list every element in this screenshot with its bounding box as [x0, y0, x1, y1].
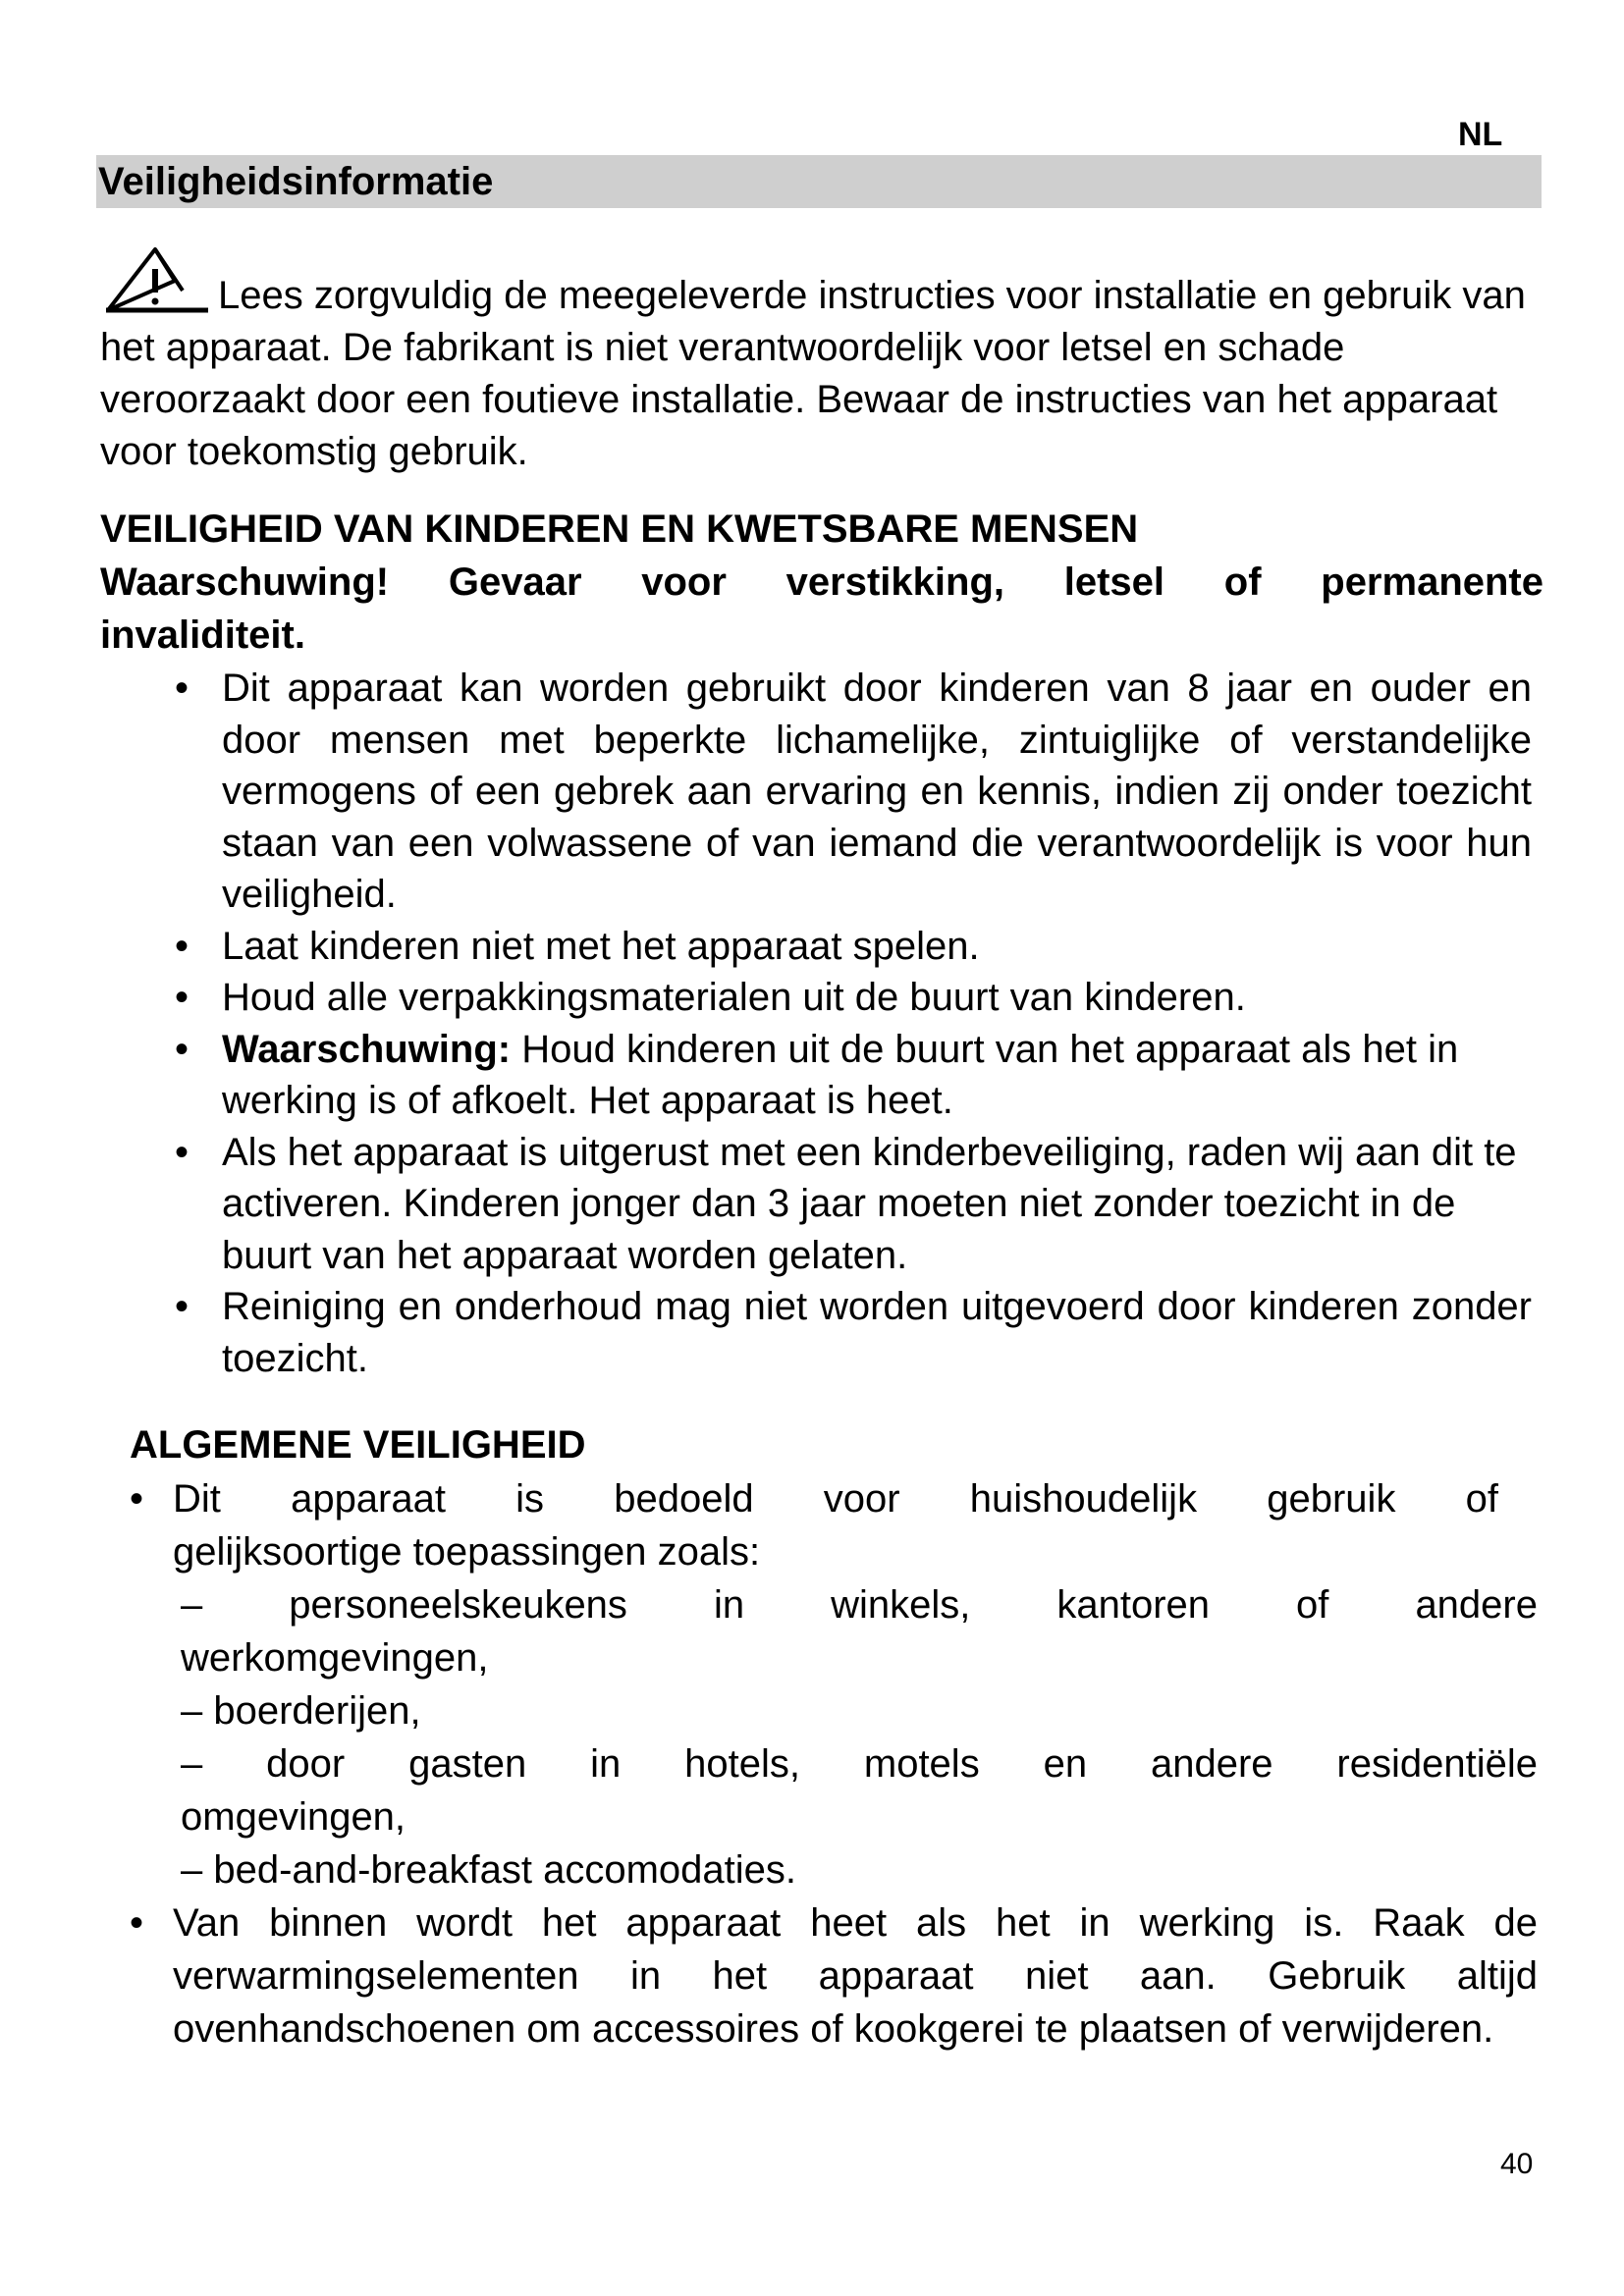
list-item-text: Reiniging en onderhoud mag niet worden uitgevoerd door kinderen zonder toezicht.	[222, 1285, 1532, 1380]
list-item-text: Dit apparaat is bedoeld voor huishoudelijk gebruik of	[173, 1477, 1498, 1521]
list-item: • Van binnen wordt het apparaat heet als het in werking is. Raak de verwarmingselementen in het apparaat niet aan. Gebruik altijd ovenhandschoenen om accessoires of kookgerei te plaatsen of verwijderen.	[130, 1896, 1538, 2056]
suffocation-warning-tail: invaliditeit.	[100, 614, 305, 657]
sub-item-text: – personeelskeukens in winkels, kantoren of andere	[181, 1583, 1538, 1627]
list-item: • Waarschuwing: Houd kinderen uit de buurt van het apparaat als het in werking is of afkoelt. Het apparaat is heet.	[175, 1027, 1459, 1122]
list-item-text: Houd kinderen uit de buurt van het apparaat als het in werking is of afkoelt. Het apparaat is heet.	[222, 1027, 1459, 1122]
general-safety-list	[130, 1472, 1538, 2056]
warning-label: Waarschuwing:	[222, 1027, 512, 1071]
list-item: • Laat kinderen niet met het apparaat spelen.	[167, 921, 1532, 973]
list-item-text: Van binnen wordt het apparaat heet als het in werking is. Raak de verwarmingselementen in het apparaat niet aan. Gebruik altijd ovenhandschoenen om accessoires of kookgerei te plaatsen of verwijderen.	[173, 1901, 1538, 2051]
sub-item-text: omgevingen,	[181, 1795, 406, 1839]
intro-text: Lees zorgvuldig de meegeleverde instructies voor installatie en gebruik van het apparaat. De fabrikant is niet verantwoordelijk voor letsel en schade veroorzaakt door een foutieve installatie. Bewaar de instructies van het apparaat voor toekomstig gebruik.	[100, 274, 1526, 473]
section-title: Veiligheidsinformatie	[98, 160, 494, 203]
list-item-text: Laat kinderen niet met het apparaat spelen.	[222, 924, 980, 968]
list-item: • Dit apparaat is bedoeld voor huishoudelijk gebruik of gelijksoortige toepassingen zoals: – personeelskeukens in winkels, kantoren of andere werkomgevingen, – boerderijen, – door gasten in hotels, motels en andere residentiële omgevingen, – bed-and-breakfast accomodaties.	[130, 1472, 1538, 1896]
children-safety-list	[167, 663, 1532, 1384]
page-number: 40	[1500, 2148, 1534, 2180]
list-item-text: Houd alle verpakkingsmaterialen uit de buurt van kinderen.	[222, 976, 1246, 1019]
suffocation-warning: Waarschuwing! Gevaar voor verstikking, letsel of permanente	[100, 561, 1543, 604]
children-safety-heading-block	[100, 503, 1543, 662]
list-item: • Houd alle verpakkingsmaterialen uit de buurt van kinderen.	[167, 972, 1532, 1024]
list-item-text: Dit apparaat kan worden gebruikt door kinderen van 8 jaar en ouder en door mensen met beperkte lichamelijke, zintuiglijke of verstandelijke vermogens of een gebrek aan ervaring en kennis, indien zij onder toezicht staan van een volwassene of van iemand die verantwoordelijk is voor hun veiligheid.	[222, 667, 1532, 916]
intro-paragraph	[100, 245, 1534, 478]
sub-list	[173, 1578, 1538, 1896]
general-safety-heading: ALGEMENE VEILIGHEID	[130, 1423, 586, 1467]
list-item-text: gelijksoortige toepassingen zoals:	[173, 1530, 761, 1574]
sub-item-text: – boerderijen,	[181, 1689, 421, 1733]
sub-item-text: – door gasten in hotels, motels en andere residentiële	[181, 1742, 1538, 1786]
language-code: NL	[1458, 116, 1503, 153]
sub-item-text: werkomgevingen,	[181, 1636, 489, 1680]
list-item: • Dit apparaat kan worden gebruikt door kinderen van 8 jaar en ouder en door mensen met beperkte lichamelijke, zintuiglijke of verstandelijke vermogens of een gebrek aan ervaring en kennis, indien zij onder toezicht staan van een volwassene of van iemand die verantwoordelijk is voor hun veiligheid.	[167, 663, 1532, 921]
sub-item-text: – bed-and-breakfast accomodaties.	[181, 1848, 797, 1892]
list-item: • Als het apparaat is uitgerust met een kinderbeveiliging, raden wij aan dit te activeren. Kinderen jonger dan 3 jaar moeten niet zonder toezicht in de buurt van het apparaat worden gelaten.	[167, 1127, 1532, 1282]
children-safety-heading: VEILIGHEID VAN KINDEREN EN KWETSBARE MENSEN	[100, 507, 1139, 551]
list-item-text: Als het apparaat is uitgerust met een kinderbeveiliging, raden wij aan dit te activeren. Kinderen jonger dan 3 jaar moeten niet zonder toezicht in de buurt van het apparaat worden gelaten.	[222, 1130, 1517, 1277]
warning-triangle-icon	[100, 245, 210, 314]
list-item: • Reiniging en onderhoud mag niet worden uitgevoerd door kinderen zonder toezicht.	[167, 1281, 1532, 1384]
